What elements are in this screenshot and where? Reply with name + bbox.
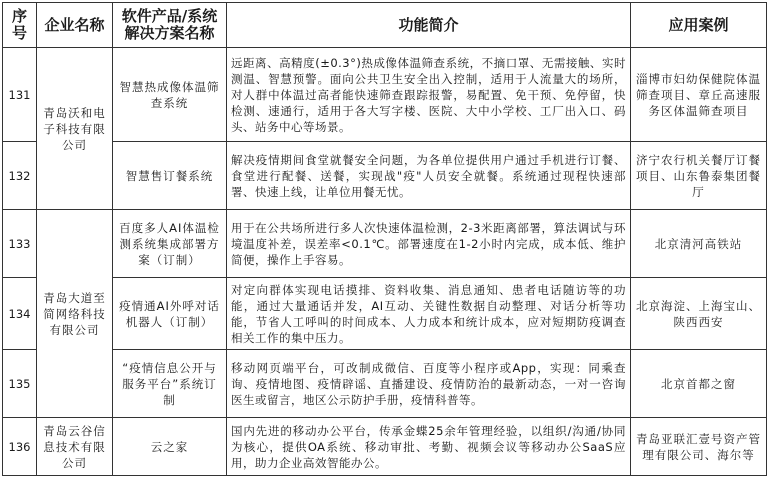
header-cases: 应用案例 <box>631 3 767 48</box>
table-row <box>3 142 767 210</box>
application-cases: 淄博市妇幼保健院体温筛查项目、章丘高速服务区体温筛查项目 <box>631 48 767 142</box>
product-name: 百度多人AI体温检测系统集成部署方案（订制） <box>113 210 227 278</box>
function-intro: 国内先进的移动办公平台，传承金蝶25余年管理经验，以组织/沟通/协同为核心，提供OA系统、移动审批、考勤、视频会议等移动办公SaaS应用，助力企业高效智能办公。 <box>227 418 631 476</box>
function-intro: 远距离、高精度(±0.3°)热成像体温筛查系统，不摘口罩、无需接触、实时测温、智慧预警。面向公共卫生安全出入控制，适用于人流量大的场所，对人群中体温过高者能快速筛查跟踪报警，易配置、免干预、免停留，快检测、速通行，适用于各大写字楼、医院、大中小学校、工厂出入口、码头、站务中心等场景。 <box>227 48 631 142</box>
product-name: 智慧热成像体温筛查系统 <box>113 48 227 142</box>
product-name: 疫情通AI外呼对话机器人（订制） <box>113 278 227 350</box>
application-cases: 北京首都之窗 <box>631 350 767 418</box>
table-row <box>3 418 767 476</box>
row-number: 133 <box>3 210 37 278</box>
row-number: 131 <box>3 48 37 142</box>
table-row <box>3 48 767 142</box>
product-name: 智慧售订餐系统 <box>113 142 227 210</box>
company-name: 青岛沃和电子科技有限公司 <box>37 48 113 210</box>
company-name: 青岛云谷信息技术有限公司 <box>37 418 113 476</box>
application-cases: 北京清河高铁站 <box>631 210 767 278</box>
row-number: 132 <box>3 142 37 210</box>
application-cases: 济宁农行机关餐厅订餐项目、山东鲁泰集团餐厅 <box>631 142 767 210</box>
header-product: 软件产品/系统解决方案名称 <box>113 3 227 48</box>
application-cases: 青岛亚联汇壹号资产管理有限公司、海尔等 <box>631 418 767 476</box>
function-intro: 用于在公共场所进行多人次快速体温检测，2-3米距离部署，算法调试与环境温度补差，误差率<0.1℃。部署速度在1-2小时内完成，成本低、维护简便，操作上手容易。 <box>227 210 631 278</box>
row-number: 134 <box>3 278 37 350</box>
row-number: 136 <box>3 418 37 476</box>
table-row <box>3 350 767 418</box>
function-intro: 解决疫情期间食堂就餐安全问题，为各单位提供用户通过手机进行订餐、食堂进行配餐、送餐，实现战"疫"人员安全就餐。系统通过现程快速部署、快速上线，让单位用餐无忧。 <box>227 142 631 210</box>
header-num: 序号 <box>3 3 37 48</box>
company-name: 青岛大道至简网络科技有限公司 <box>37 210 113 418</box>
header-row <box>3 3 767 48</box>
table-row <box>3 210 767 278</box>
row-number: 135 <box>3 350 37 418</box>
table-row <box>3 278 767 350</box>
header-company: 企业名称 <box>37 3 113 48</box>
application-cases: 北京海淀、上海宝山、陕西西安 <box>631 278 767 350</box>
product-name: 云之家 <box>113 418 227 476</box>
software-solutions-table <box>2 2 767 476</box>
product-name: “疫情信息公开与服务平台”系统订制 <box>113 350 227 418</box>
function-intro: 对定向群体实现电话摸排、资料收集、消息通知、患者电话随访等的功能，通过大量通话并发，AI互动、关键性数据自动整理、对话分析等功能，节省人工呼叫的时间成本、人力成本和统计成本，应对短期防疫调查相关工作的集中压力。 <box>227 278 631 350</box>
function-intro: 移动网页端平台，可改制成微信、百度等小程序或App，实现：同乘查询、疫情地图、疫情辟谣、直播建设、疫情防治的最新动态，一对一咨询医生或留言，地区公示防护手册，疫情科普等。 <box>227 350 631 418</box>
header-intro: 功能简介 <box>227 3 631 48</box>
